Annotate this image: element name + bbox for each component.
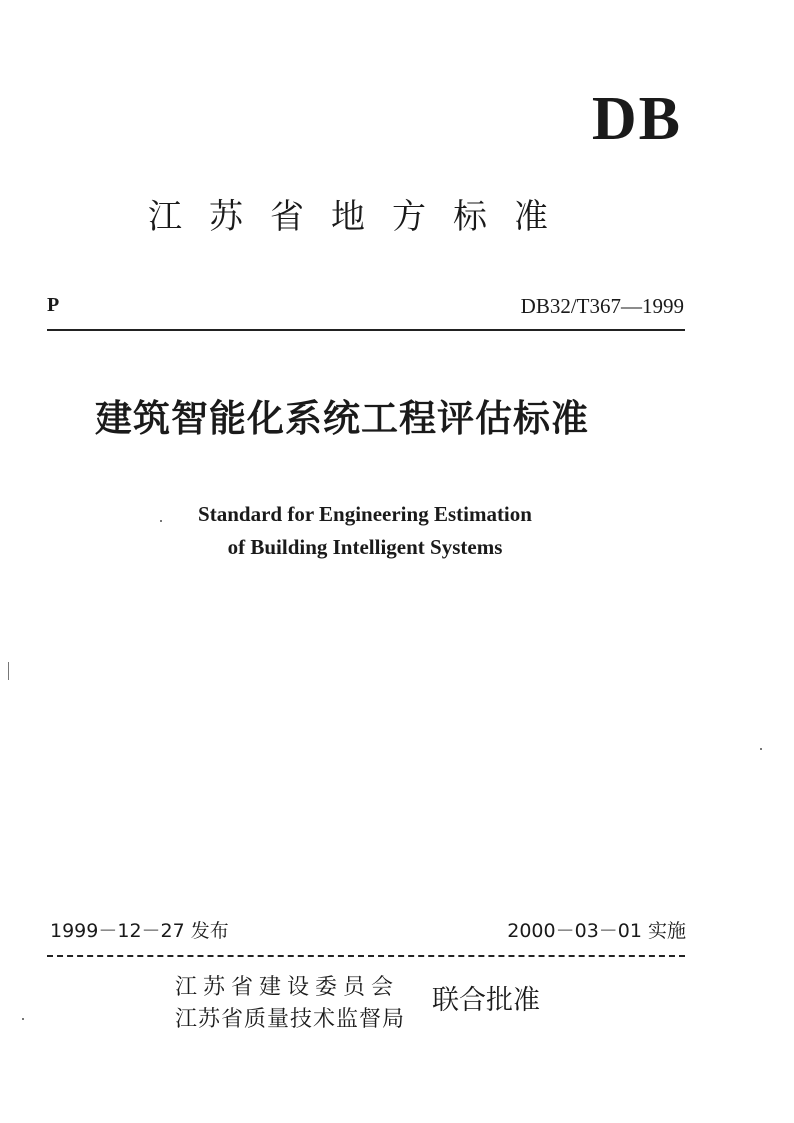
standard-number: DB32/T367—1999 [520, 294, 684, 318]
scan-speck [8, 662, 9, 680]
joint-approval: 联合批准 [432, 985, 540, 1016]
scan-speck [160, 520, 162, 522]
footer-divider [47, 955, 685, 957]
issuer-line2: 江苏省质量技术监督局 [175, 1007, 406, 1032]
classification-code: P [47, 294, 60, 316]
title-chinese: 建筑智能化系统工程评估标准 [95, 397, 589, 440]
db-mark: DB [591, 85, 682, 153]
scan-speck [22, 1018, 24, 1020]
scan-speck [760, 748, 762, 750]
issue-date: 1999－12－27 发布 [50, 920, 229, 942]
header-divider [47, 329, 685, 331]
implementation-date: 2000－03－01 实施 [507, 920, 686, 942]
title-english-line2: of Building Intelligent Systems [227, 535, 503, 559]
title-english-line1: Standard for Engineering Estimation [198, 502, 532, 526]
issuer-line1: 江苏省建设委员会 [175, 975, 400, 1000]
standard-type-heading: 江苏省地方标准 [148, 197, 575, 237]
